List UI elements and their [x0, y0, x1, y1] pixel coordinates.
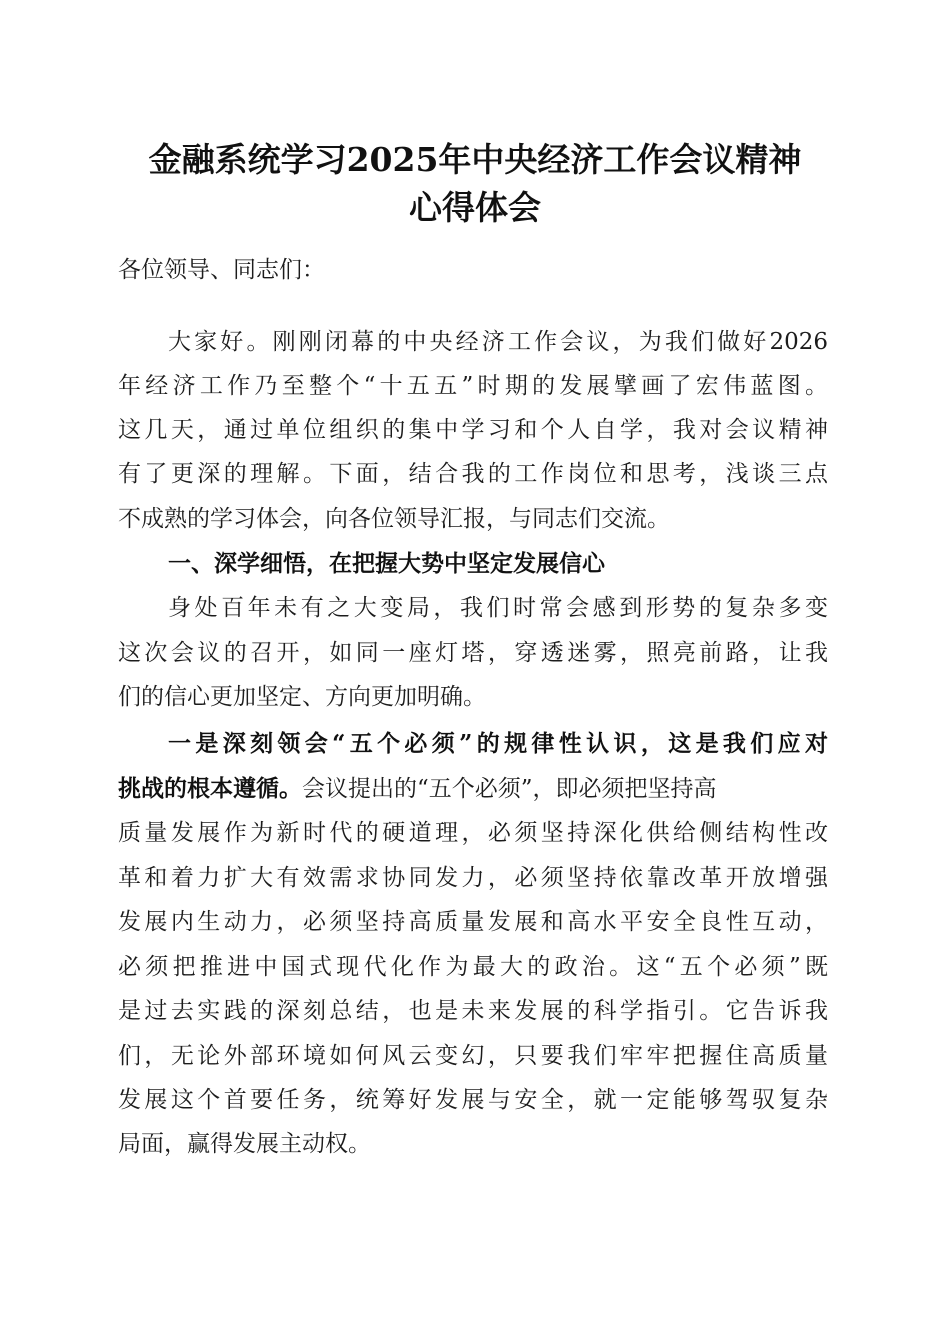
section-1-line: 身处百年未有之大变局，我们时常会感到形势的复杂多变 — [168, 595, 828, 621]
point-1-first-line — [118, 773, 717, 805]
point-1-line: 质量发展作为新时代的硬道理，必须坚持深化供给侧结构性改 — [118, 820, 828, 846]
point-1-line: 革和着力扩大有效需求协同发力，必须坚持依靠改革开放增强 — [118, 865, 828, 891]
section-1-line: 这次会议的召开，如同一座灯塔，穿透迷雾，照亮前路，让我 — [118, 640, 828, 666]
point-1-line: 是过去实践的深刻总结，也是未来发展的科学指引。它告诉我 — [118, 998, 828, 1024]
point-1-lead-end: 挑战的根本遵循。 — [118, 775, 302, 802]
point-1-line: 局面，赢得发展主动权。 — [118, 1131, 371, 1157]
point-1-first-line-rest: 会议提出的“五个必须”，即必须把坚持高 — [302, 776, 717, 802]
point-1-line: 发展这个首要任务，统筹好发展与安全，就一定能够驾驭复杂 — [118, 1087, 828, 1113]
intro-line: 大家好。刚刚闭幕的中央经济工作会议，为我们做好2026 — [168, 329, 828, 355]
document-title-line-1: 金融系统学习2025年中央经济工作会议精神 — [148, 140, 802, 179]
point-1-line: 必须把推进中国式现代化作为最大的政治。这“五个必须”既 — [118, 954, 828, 980]
intro-line: 年经济工作乃至整个“十五五”时期的发展擘画了宏伟蓝图。 — [118, 373, 828, 399]
point-1-line: 们，无论外部环境如何风云变幻，只要我们牢牢把握住高质量 — [118, 1043, 828, 1069]
intro-line: 有了更深的理解。下面，结合我的工作岗位和思考，浅谈三点 — [118, 461, 828, 487]
intro-line: 不成熟的学习体会，向各位领导汇报，与同志们交流。 — [118, 506, 670, 532]
point-1-line: 发展内生动力，必须坚持高质量发展和高水平安全良性互动， — [118, 909, 828, 935]
salutation: 各位领导、同志们： — [118, 257, 325, 283]
point-1-lead: 一是深刻领会“五个必须”的规律性认识，这是我们应对 — [168, 730, 828, 757]
intro-line: 这几天，通过单位组织的集中学习和个人自学，我对会议精神 — [118, 417, 828, 443]
section-1-heading: 一、深学细悟，在把握大势中坚定发展信心 — [168, 551, 605, 577]
document-title-line-2: 心得体会 — [409, 188, 541, 227]
section-1-line: 们的信心更加坚定、方向更加明确。 — [118, 684, 486, 710]
